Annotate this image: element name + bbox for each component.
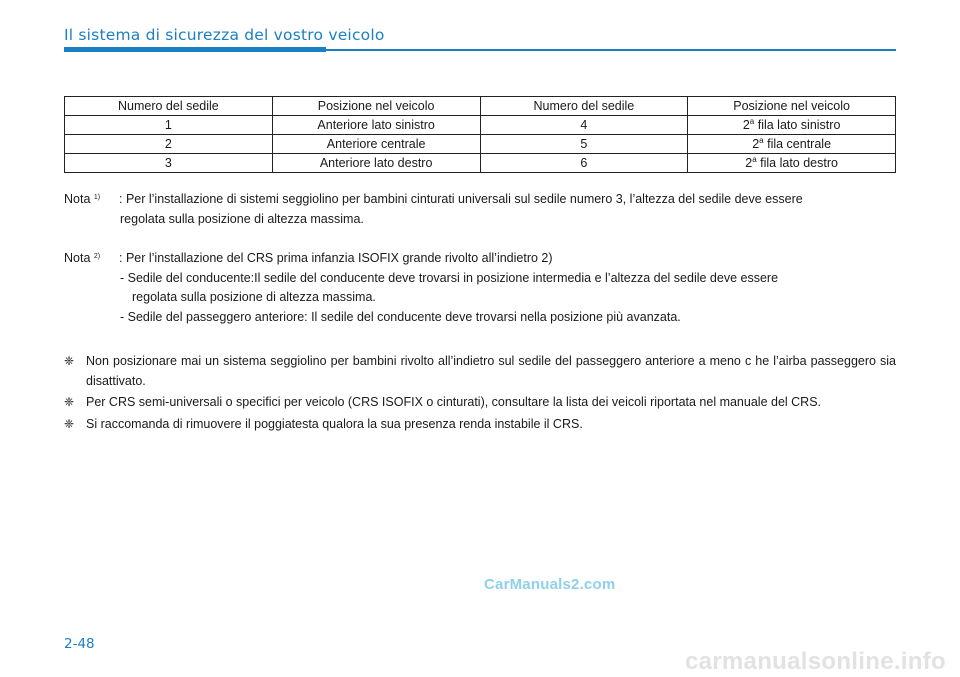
table-header-cell: Numero del sedile <box>480 97 688 116</box>
note-sup: 1) <box>93 194 101 201</box>
table-cell <box>688 135 896 154</box>
table-header-row <box>65 97 896 116</box>
asterisk-bullet-icon: ❈ <box>64 354 75 368</box>
table-cell: 3 <box>65 154 273 173</box>
list-item <box>64 393 896 413</box>
note-sub-continuation: regolata sulla posizione di altezza massima. <box>132 290 376 304</box>
row-number: 2 <box>742 117 750 132</box>
note-label <box>64 190 119 210</box>
row-position: fila lato destro <box>756 155 838 170</box>
watermark-carmanualsonline: carmanualsonline.info <box>684 648 946 675</box>
note-label-text: Nota <box>64 192 91 206</box>
list-item <box>64 352 896 391</box>
table-cell: 6 <box>480 154 688 173</box>
row-position: fila lato sinistro <box>754 117 841 132</box>
table-cell: Anteriore lato sinistro <box>272 116 480 135</box>
row-number: 2 <box>752 136 760 151</box>
page-number: 2-48 <box>64 636 95 652</box>
note-sub-item: - Sedile del conducente:Il sedile del conducente deve trovarsi in posizione intermedia e l’altezza del sedile deve essere <box>120 270 779 285</box>
table-cell <box>688 116 896 135</box>
table-cell: Anteriore centrale <box>272 135 480 154</box>
table-row <box>65 135 896 154</box>
note-2 <box>64 249 896 327</box>
bullet-text: Per CRS semi-universali o specifici per veicolo (CRS ISOFIX o cinturati), consultare la lista dei veicoli riportata nel manuale del CRS. <box>86 395 822 409</box>
header-rule-thick <box>64 47 326 52</box>
note-1 <box>64 190 896 229</box>
asterisk-bullet-icon: ❈ <box>64 395 75 409</box>
table-cell <box>688 154 896 173</box>
bullet-list <box>64 352 896 436</box>
note-label-text: Nota <box>64 251 91 265</box>
table-cell: 1 <box>65 116 273 135</box>
note-sup: 2) <box>93 253 101 260</box>
note-label <box>64 249 119 269</box>
ordinal-sup: a <box>759 135 764 145</box>
list-item <box>64 415 896 435</box>
table-header-cell: Numero del sedile <box>65 97 273 116</box>
note-sub-item: - Sedile del passeggero anteriore: Il sedile del conducente deve trovarsi nella posizione più avanzata. <box>120 309 681 324</box>
table-cell: 2 <box>65 135 273 154</box>
bullet-text: Non posizionare mai un sistema seggiolino per bambini rivolto all’indietro sul sedile del passeggero anteriore a meno c he l’airba passeggero sia disattivato. <box>86 354 896 388</box>
table-header-cell: Posizione nel veicolo <box>272 97 480 116</box>
note-text: : Per l’installazione del CRS prima infanzia ISOFIX grande rivolto all’indietro 2) <box>119 251 553 265</box>
table-header-cell: Posizione nel veicolo <box>688 97 896 116</box>
row-number: 2 <box>745 155 753 170</box>
note-continuation: regolata sulla posizione di altezza massima. <box>120 211 364 226</box>
table-cell: Anteriore lato destro <box>272 154 480 173</box>
ordinal-sup: a <box>749 116 755 126</box>
table-row <box>65 154 896 173</box>
header-rule-thin <box>326 49 896 51</box>
asterisk-bullet-icon: ❈ <box>64 416 75 431</box>
row-position: fila centrale <box>763 136 832 151</box>
watermark-carmanuals2: CarManuals2.com <box>484 576 616 593</box>
section-title: Il sistema di sicurezza del vostro veicolo <box>64 26 385 44</box>
seat-position-table <box>64 96 896 173</box>
table-row <box>65 116 896 135</box>
bullet-text: Si raccomanda di rimuovere il poggiatesta qualora la sua presenza renda instabile il CRS. <box>86 416 583 431</box>
note-text: : Per l’installazione di sistemi seggiolino per bambini cinturati universali sul sedile numero 3, l’altezza del sedile deve essere <box>119 192 803 206</box>
table-cell: 4 <box>480 116 688 135</box>
ordinal-sup: a <box>752 154 757 164</box>
table-cell: 5 <box>480 135 688 154</box>
